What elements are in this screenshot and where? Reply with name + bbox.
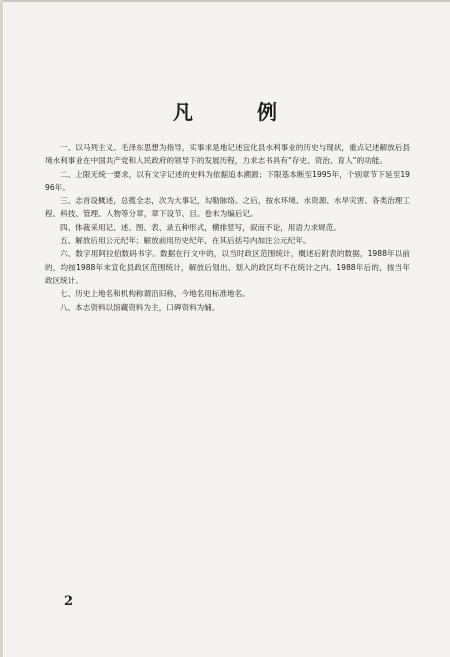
paragraph-3: 三、志首设概述，总揽全志，次为大事记，勾勒脉络。之后，按水环境、水资源、水旱灾害、各类治理工程、科技、管理、人物等分章，章下设节、目。卷末为编后记。 <box>45 196 410 219</box>
paragraph-1: 一、以马列主义、毛泽东思想为指导，实事求是地记述宜化县水利事业的历史与现状，重点记述解放后县境水利事业在中国共产党和人民政府的领导下的发展历程，力求志书具有“存史、资治、育人”的功能。 <box>45 143 410 166</box>
paragraph-4: 四、体裁采用记、述、图、表、录五种形式，横排竖写，叙而不论，用语力求规范。 <box>60 222 341 232</box>
paragraph-6: 六、数字用阿拉伯数码书字。数据在行文中的，以当时政区范围统计，概述后附表的数据，1988年以前的，均按1988年末宣化县政区范围统计，解放后划出、划入的政区均不在统计之内。1988年后的，按当年政区统计。 <box>45 249 410 285</box>
paragraph-7: 七、历史上地名和机构称谓沿旧称，今地名用标准地名。 <box>60 289 250 299</box>
body-text <box>45 141 410 314</box>
page-number: 2 <box>64 594 74 609</box>
paragraph-8: 八、本志资料以馆藏资料为主，口碑资料为辅。 <box>60 302 220 312</box>
paragraph-2: 二、上限无统一要求，以有文字记述的史料为依据追本溯源；下限基本断至1995年，个别章节下延至1996年。 <box>45 169 410 192</box>
page-title: 凡 例 <box>173 100 299 124</box>
paragraph-5: 五、解放后用公元纪年；解放前用历史纪年，在其后括号内加注公元纪年。 <box>60 236 311 246</box>
page-top-edge <box>0 0 450 2</box>
